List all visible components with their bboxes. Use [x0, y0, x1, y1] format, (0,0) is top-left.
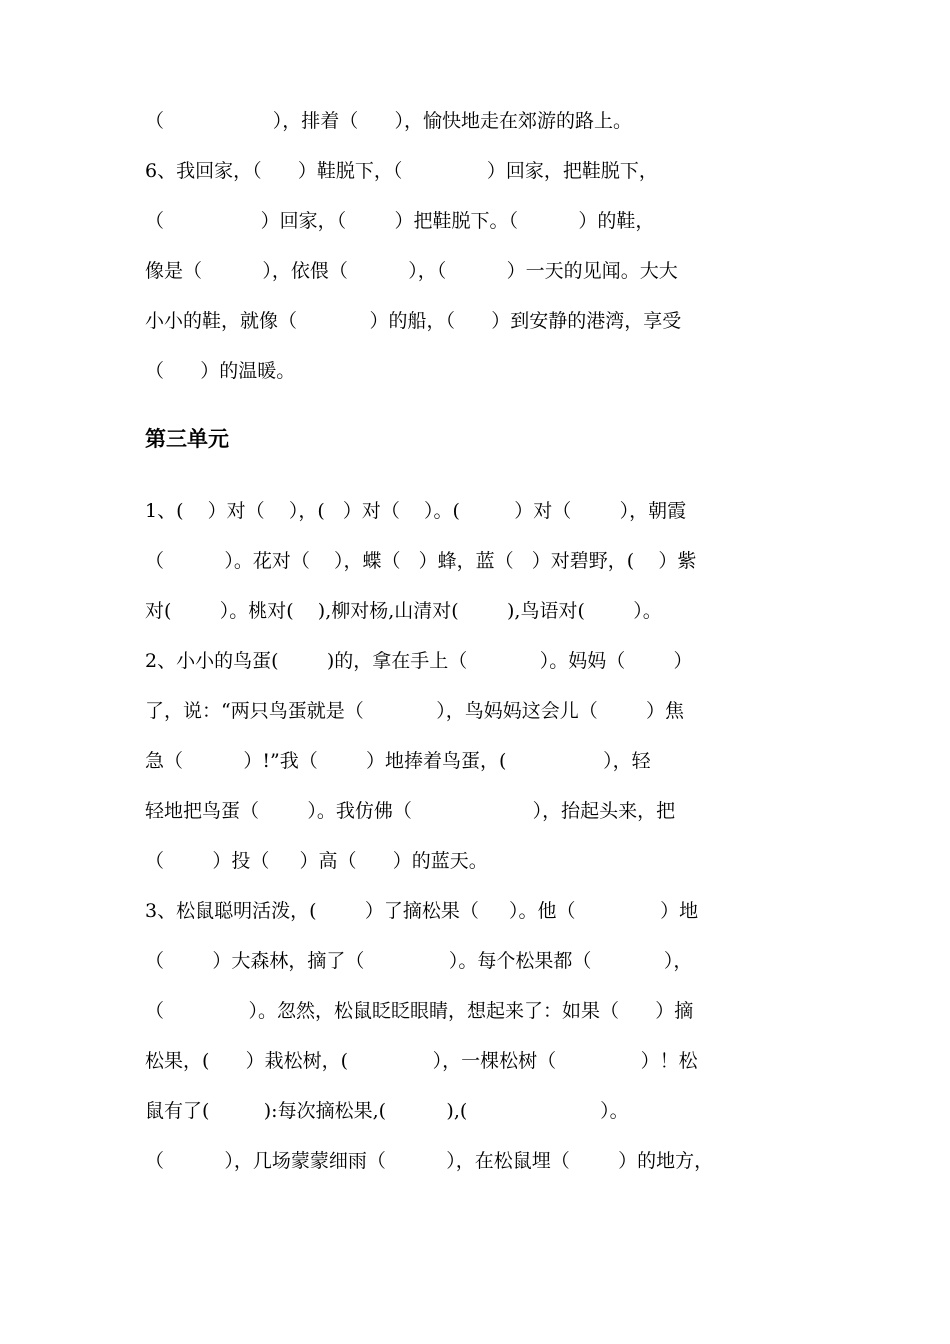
text-line: 急（ ）!”我（ ）地捧着鸟蛋，( ），轻: [145, 750, 651, 772]
section-heading: 第三单元: [145, 427, 229, 451]
text-line: 小小的鞋，就像（ ）的船，（ ）到安静的港湾，享受: [145, 310, 682, 332]
text-line: 松果，( ）栽松树，( ），一棵松树（ ）！松: [145, 1050, 698, 1072]
text-line: （ ）。花对（ ），蝶（ ）蜂，蓝（ ）对碧野，( ）紫: [145, 550, 697, 572]
text-line: （ ）投（ ）高（ ）的蓝天。: [145, 850, 488, 872]
text-line: 对( ）。桃对( ),柳对杨,山清对( ),鸟语对( ）。: [145, 600, 662, 622]
text-line: 6、我回家，（ ）鞋脱下，（ ）回家，把鞋脱下，: [145, 160, 658, 182]
text-line: 3、松鼠聪明活泼，( ）了摘松果（ ）。他（ ）地: [145, 900, 699, 922]
text-line: 像是（ ），依偎（ ），（ ）一天的见闻。大大: [145, 260, 678, 282]
text-line: （ ）的温暖。: [145, 360, 296, 382]
text-line: 轻地把鸟蛋（ ）。我仿佛（ ），抬起头来，把: [145, 800, 676, 822]
text-line: （ ），几场蒙蒙细雨（ ），在松鼠埋（ ）的地方，: [145, 1150, 714, 1172]
text-line: 1、( ）对（ ），( ）对（ ）。( ）对（ ），朝霞: [145, 500, 687, 522]
text-line: （ ），排着（ ），愉快地走在郊游的路上。: [145, 110, 632, 132]
text-line: （ ）回家，（ ）把鞋脱下。（ ）的鞋，: [145, 210, 655, 232]
text-line: （ ）大森林，摘了（ ）。每个松果都（ ），: [145, 950, 693, 972]
text-line: 了，说：“两只鸟蛋就是（ ），鸟妈妈这会儿（ ）焦: [145, 700, 685, 722]
text-line: 2、小小的鸟蛋( )的，拿在手上（ ）。妈妈（ ）: [145, 650, 693, 672]
text-line: 鼠有了( ):每次摘松果,( ),( ）。: [145, 1100, 629, 1122]
text-line: （ ）。忽然，松鼠眨眨眼睛，想起来了：如果（ ）摘: [145, 1000, 694, 1022]
